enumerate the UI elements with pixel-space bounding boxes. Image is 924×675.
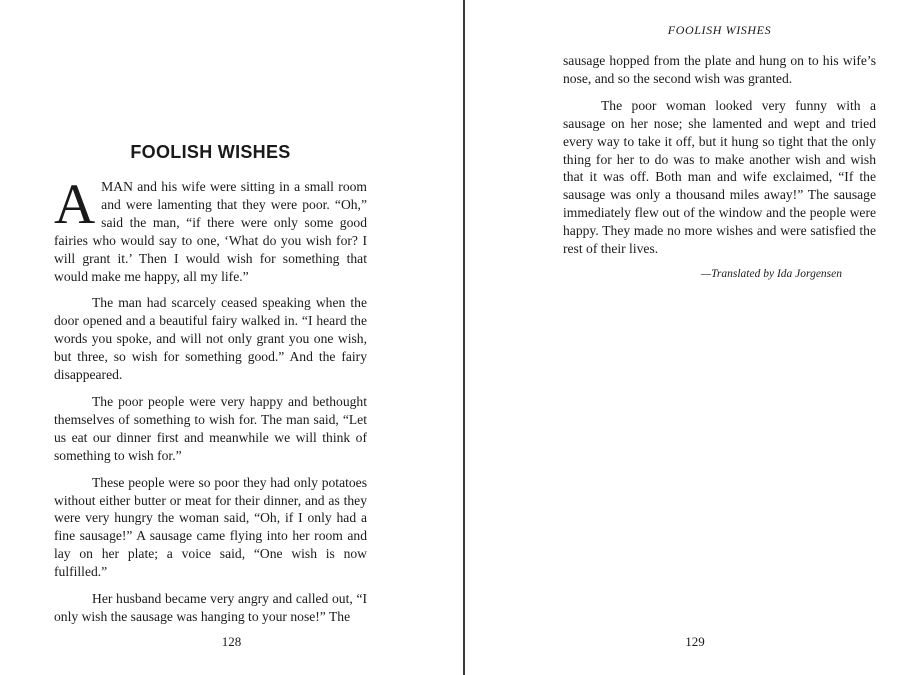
opening-paragraph	[54, 173, 367, 285]
translator-credit: —Translated by Ida Jorgensen	[700, 268, 842, 280]
right-page	[466, 0, 924, 675]
left-text-column	[54, 173, 367, 626]
book-gutter-divider	[463, 0, 465, 675]
paragraph: The poor people were very happy and bethought themselves of something to wish for. The man said, “Let us eat our dinner first and meanwhile we will think of something to wish for.”	[54, 393, 367, 463]
paragraph: The poor woman looked very funny with a sausage on her nose; she lamented and wept and tried every way to take it off, but it hung so tight that the only thing for her to do was to make another wish and wish that it was off. Both man and wife exclaimed, “If the sausage was only a thousand miles away!” The sausage immediately flew out of the window and the people were happy. They made no more wishes and were satisfied the rest of their lives.	[563, 97, 876, 257]
running-head: FOOLISH WISHES	[667, 23, 772, 37]
chapter-title: FOOLISH WISHES	[130, 142, 291, 162]
paragraph-continues: Her husband became very angry and called out, “I only wish the sausage was hanging to your nose!” The	[54, 591, 367, 624]
page-number-left: 128	[221, 634, 242, 649]
opening-text: MAN and his wife were sitting in a small room and were lamenting that they were poor. “Oh,” said the man, “if there were only some good fairies who would say to one, ‘What do you wish for? I will grant it.’ Then I would wish for something that would make me happy, all my life.”	[54, 179, 367, 284]
page-number-right: 129	[685, 634, 705, 649]
paragraph: These people were so poor they had only potatoes without either butter or meat for their dinner, and as they were very hungry the woman said, “Oh, if I only had a fine sausage!” A sausage came flying into her room and lay on her plate; a voice said, “One wish is now fulfilled.”	[54, 474, 367, 580]
right-text-column	[563, 52, 876, 258]
paragraph: The man had scarcely ceased speaking when the door opened and a beautiful fairy walked in. “I heard the words you spoke, and will not only grant you one wish, but three, so wish for something good.” And the fairy disappeared.	[54, 295, 367, 383]
drop-cap: A	[54, 173, 96, 236]
continuation-paragraph: sausage hopped from the plate and hung on to his wife’s nose, and so the second wish was granted.	[563, 53, 876, 86]
